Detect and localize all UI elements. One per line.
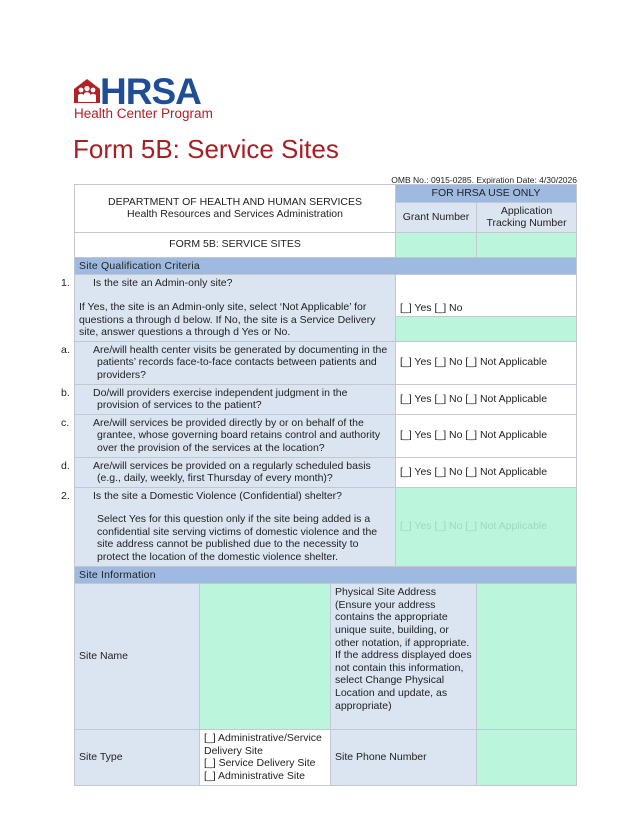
agency-name: Health Resources and Services Administration — [127, 208, 343, 221]
site-type-option-admin-service[interactable]: [_] Administrative/Service Delivery Site — [204, 732, 322, 757]
hrsa-use-only-label: FOR HRSA USE ONLY — [396, 185, 577, 203]
question-1-answer-field[interactable] — [396, 317, 577, 341]
physical-address-label: Physical Site Address (Ensure your address contains the appropriate unique suite, building, or other notation, if appropriate. If the address displayed does not contain this information, select Change Physical Location and update, as appropriate) — [331, 584, 477, 730]
question-1 — [61, 275, 396, 341]
question-b-text — [61, 386, 391, 412]
question-d-options[interactable]: [_] Yes [_] No [_] Not Applicable — [396, 457, 577, 487]
question-b — [61, 384, 396, 414]
question-number: b. — [61, 386, 70, 399]
site-type-options — [200, 730, 331, 785]
logo-program-name: Health Center Program — [74, 106, 213, 121]
question-label: Are/will services be provided on a regularly scheduled basis (e.g., daily, weekly, first Thursday of every month)? — [93, 459, 371, 485]
site-type-option-service[interactable]: [_] Service Delivery Site — [204, 757, 316, 770]
question-1-text — [61, 277, 391, 290]
logo-wordmark: HRSA — [100, 71, 201, 112]
hrsa-logo — [73, 71, 233, 122]
question-2-note: Select Yes for this question only if the site being added is a confidential site serving victims of domestic violence and the site address cannot be published due to the necessity to protect the location of the domestic violence shelter. — [97, 513, 378, 564]
question-a-options[interactable]: [_] Yes [_] No [_] Not Applicable — [396, 341, 577, 384]
form-name: FORM 5B: SERVICE SITES — [75, 232, 396, 257]
question-c-options[interactable]: [_] Yes [_] No [_] Not Applicable — [396, 414, 577, 457]
question-c-text — [61, 416, 391, 455]
question-2-text — [61, 489, 391, 503]
department-name: DEPARTMENT OF HEALTH AND HUMAN SERVICES — [108, 195, 362, 208]
question-label: Is the site a Domestic Violence (Confidential) shelter? — [93, 489, 343, 502]
question-b-options[interactable]: [_] Yes [_] No [_] Not Applicable — [396, 384, 577, 414]
physical-address-field[interactable] — [477, 584, 577, 730]
question-label: Do/will providers exercise independent judgment in the provision of services to the patient? — [93, 386, 348, 412]
tracking-number-label: Application Tracking Number — [477, 202, 577, 232]
grant-number-label: Grant Number — [396, 202, 477, 232]
grant-number-field[interactable] — [396, 232, 477, 257]
tracking-number-field[interactable] — [477, 232, 577, 257]
question-label: Are/will health center visits be generated by documenting in the patients’ records face-to-face contacts between patients and providers? — [93, 343, 388, 381]
question-2-options[interactable]: [_] Yes [_] No [_] Not Applicable — [396, 487, 577, 566]
question-1-options[interactable]: [_] Yes [_] No — [396, 275, 577, 317]
header-department — [75, 185, 396, 233]
question-c — [61, 414, 396, 457]
site-name-label: Site Name — [75, 584, 200, 730]
site-name-field[interactable] — [200, 584, 331, 730]
question-a — [61, 341, 396, 384]
question-label: Are/will services be provided directly by or on behalf of the grantee, whose governing board retains control and authority over the provision of the services at the location? — [93, 416, 381, 454]
hrsa-family-house-icon — [73, 78, 101, 104]
site-phone-label: Site Phone Number — [331, 730, 477, 785]
page-title: Form 5B: Service Sites — [73, 134, 339, 164]
question-d — [61, 457, 396, 487]
question-number: a. — [61, 343, 70, 356]
site-type-label: Site Type — [75, 730, 200, 785]
question-number: d. — [61, 459, 70, 472]
question-number: 2. — [61, 489, 70, 502]
section-qualification-heading: Site Qualification Criteria — [75, 257, 577, 275]
question-number: c. — [61, 416, 70, 429]
service-site-form — [61, 184, 577, 786]
section-site-info-heading: Site Information — [75, 566, 577, 584]
question-d-text — [61, 459, 391, 485]
question-1-note: If Yes, the site is an Admin-only site, select ‘Not Applicable’ for questions a through d below. If No, the site is a Service Delivery site, answer questions a through d Yes or No. — [79, 300, 376, 339]
question-number: 1. — [61, 277, 70, 290]
question-2 — [61, 487, 396, 566]
site-phone-field[interactable] — [477, 730, 577, 785]
site-type-option-admin[interactable]: [_] Administrative Site — [204, 770, 305, 783]
question-label: Is the site an Admin-only site? — [93, 277, 233, 290]
omb-number: OMB No.: 0915-0285. Expiration Date: 4/30/2026 — [391, 175, 577, 185]
question-a-text — [61, 343, 391, 382]
